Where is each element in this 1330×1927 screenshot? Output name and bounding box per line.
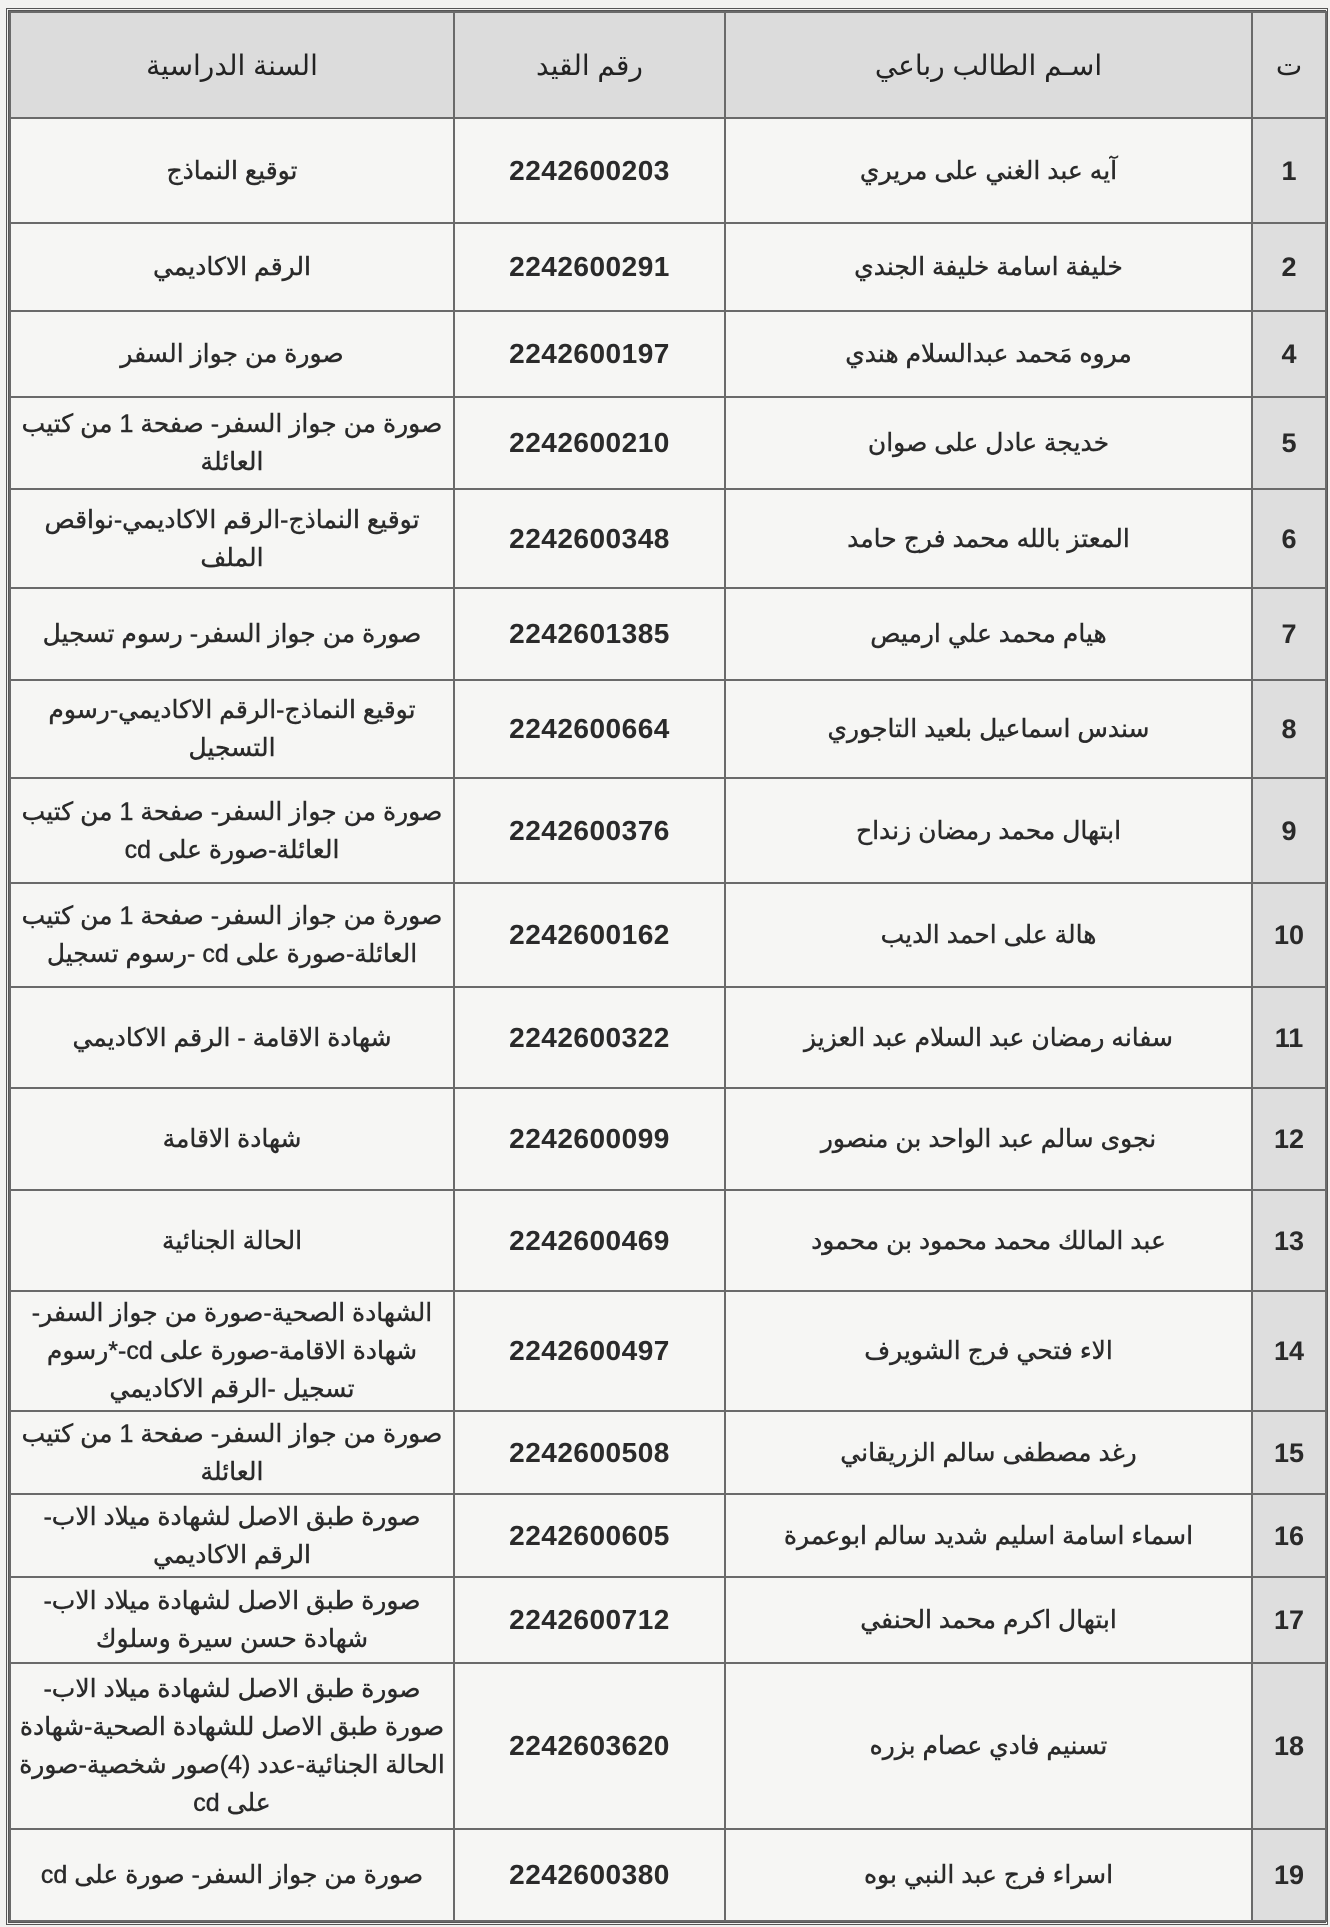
- row-index: 5: [1252, 397, 1326, 489]
- student-name: مروه مَحمد عبدالسلام هندي: [725, 311, 1252, 397]
- header-index: ت: [1252, 12, 1326, 118]
- missing-documents: الحالة الجنائية: [10, 1190, 454, 1291]
- reg-number: 2242600712: [454, 1577, 725, 1663]
- missing-documents: توقيع النماذج: [10, 118, 454, 223]
- row-index: 14: [1252, 1291, 1326, 1411]
- row-index: 19: [1252, 1829, 1326, 1921]
- missing-documents: صورة من جواز السفر- صفحة 1 من كتيب العائلة-صورة على cd -رسوم تسجيل: [10, 883, 454, 987]
- header-student-name: اسـم الطالب رباعي: [725, 12, 1252, 118]
- row-index: 18: [1252, 1663, 1326, 1829]
- row-index: 6: [1252, 489, 1326, 588]
- reg-number: 2242600664: [454, 680, 725, 778]
- table-row: [10, 1494, 1326, 1577]
- missing-documents: توقيع النماذج-الرقم الاكاديمي-نواقص الملف: [10, 489, 454, 588]
- student-name: آيه عبد الغني على مريري: [725, 118, 1252, 223]
- table-row: [10, 1577, 1326, 1663]
- missing-documents: شهادة الاقامة - الرقم الاكاديمي: [10, 987, 454, 1088]
- student-name: هيام محمد علي ارميص: [725, 588, 1252, 680]
- table-row: [10, 118, 1326, 223]
- table-row: [10, 1411, 1326, 1494]
- row-index: 13: [1252, 1190, 1326, 1291]
- student-name: خديجة عادل على صوان: [725, 397, 1252, 489]
- row-index: 2: [1252, 223, 1326, 311]
- student-name: اسماء اسامة اسليم شديد سالم ابوعمرة: [725, 1494, 1252, 1577]
- reg-number: 2242600380: [454, 1829, 725, 1921]
- reg-number: 2242600322: [454, 987, 725, 1088]
- row-index: 8: [1252, 680, 1326, 778]
- students-table: [9, 11, 1327, 1922]
- student-name: الاء فتحي فرج الشويرف: [725, 1291, 1252, 1411]
- reg-number: 2242600099: [454, 1088, 725, 1190]
- row-index: 17: [1252, 1577, 1326, 1663]
- table-row: [10, 311, 1326, 397]
- missing-documents: الرقم الاكاديمي: [10, 223, 454, 311]
- table-row: [10, 1663, 1326, 1829]
- row-index: 11: [1252, 987, 1326, 1088]
- missing-documents: صورة من جواز السفر: [10, 311, 454, 397]
- missing-documents: صورة من جواز السفر- رسوم تسجيل: [10, 588, 454, 680]
- missing-documents: صورة طبق الاصل لشهادة ميلاد الاب- شهادة حسن سيرة وسلوك: [10, 1577, 454, 1663]
- table-row: [10, 1829, 1326, 1921]
- missing-documents: شهادة الاقامة: [10, 1088, 454, 1190]
- table-row: [10, 223, 1326, 311]
- row-index: 16: [1252, 1494, 1326, 1577]
- row-index: 15: [1252, 1411, 1326, 1494]
- reg-number: 2242600197: [454, 311, 725, 397]
- row-index: 10: [1252, 883, 1326, 987]
- reg-number: 2242600469: [454, 1190, 725, 1291]
- table-row: [10, 1190, 1326, 1291]
- table-row: [10, 489, 1326, 588]
- row-index: 12: [1252, 1088, 1326, 1190]
- row-index: 7: [1252, 588, 1326, 680]
- student-name: ابتهال اكرم محمد الحنفي: [725, 1577, 1252, 1663]
- row-index: 9: [1252, 778, 1326, 883]
- reg-number: 2242600210: [454, 397, 725, 489]
- row-index: 4: [1252, 311, 1326, 397]
- reg-number: 2242600497: [454, 1291, 725, 1411]
- table-row: [10, 1088, 1326, 1190]
- missing-documents: صورة من جواز السفر- صورة على cd: [10, 1829, 454, 1921]
- reg-number: 2242601385: [454, 588, 725, 680]
- reg-number: 2242603620: [454, 1663, 725, 1829]
- reg-number: 2242600376: [454, 778, 725, 883]
- header-reg-number: رقم القيد: [454, 12, 725, 118]
- student-name: خليفة اسامة خليفة الجندي: [725, 223, 1252, 311]
- header-notes: السنة الدراسية: [10, 12, 454, 118]
- student-name: ابتهال محمد رمضان زنداح: [725, 778, 1252, 883]
- reg-number: 2242600605: [454, 1494, 725, 1577]
- students-table-container: [6, 8, 1328, 1925]
- table-row: [10, 680, 1326, 778]
- missing-documents: الشهادة الصحية-صورة من جواز السفر-شهادة الاقامة-صورة على cd-*رسوم تسجيل -الرقم الاكاديمي: [10, 1291, 454, 1411]
- student-name: تسنيم فادي عصام بزره: [725, 1663, 1252, 1829]
- reg-number: 2242600348: [454, 489, 725, 588]
- missing-documents: صورة من جواز السفر- صفحة 1 من كتيب العائلة-صورة على cd: [10, 778, 454, 883]
- table-row: [10, 778, 1326, 883]
- student-name: المعتز بالله محمد فرج حامد: [725, 489, 1252, 588]
- reg-number: 2242600162: [454, 883, 725, 987]
- table-row: [10, 883, 1326, 987]
- student-name: نجوى سالم عبد الواحد بن منصور: [725, 1088, 1252, 1190]
- missing-documents: صورة طبق الاصل لشهادة ميلاد الاب- صورة طبق الاصل للشهادة الصحية-شهادة الحالة الجنائية-عدد (4)صور شخصية-صورة على cd: [10, 1663, 454, 1829]
- reg-number: 2242600508: [454, 1411, 725, 1494]
- missing-documents: صورة طبق الاصل لشهادة ميلاد الاب-الرقم الاكاديمي: [10, 1494, 454, 1577]
- missing-documents: توقيع النماذج-الرقم الاكاديمي-رسوم التسجيل: [10, 680, 454, 778]
- table-row: [10, 588, 1326, 680]
- table-row: [10, 1291, 1326, 1411]
- reg-number: 2242600291: [454, 223, 725, 311]
- table-row: [10, 397, 1326, 489]
- table-header-row: [10, 12, 1326, 118]
- row-index: 1: [1252, 118, 1326, 223]
- table-row: [10, 987, 1326, 1088]
- student-name: هالة على احمد الديب: [725, 883, 1252, 987]
- reg-number: 2242600203: [454, 118, 725, 223]
- missing-documents: صورة من جواز السفر- صفحة 1 من كتيب العائلة: [10, 397, 454, 489]
- table-body: [10, 118, 1326, 1921]
- student-name: عبد المالك محمد محمود بن محمود: [725, 1190, 1252, 1291]
- student-name: سفانه رمضان عبد السلام عبد العزيز: [725, 987, 1252, 1088]
- student-name: رغد مصطفى سالم الزريقاني: [725, 1411, 1252, 1494]
- student-name: سندس اسماعيل بلعيد التاجوري: [725, 680, 1252, 778]
- student-name: اسراء فرج عبد النبي بوه: [725, 1829, 1252, 1921]
- missing-documents: صورة من جواز السفر- صفحة 1 من كتيب العائلة: [10, 1411, 454, 1494]
